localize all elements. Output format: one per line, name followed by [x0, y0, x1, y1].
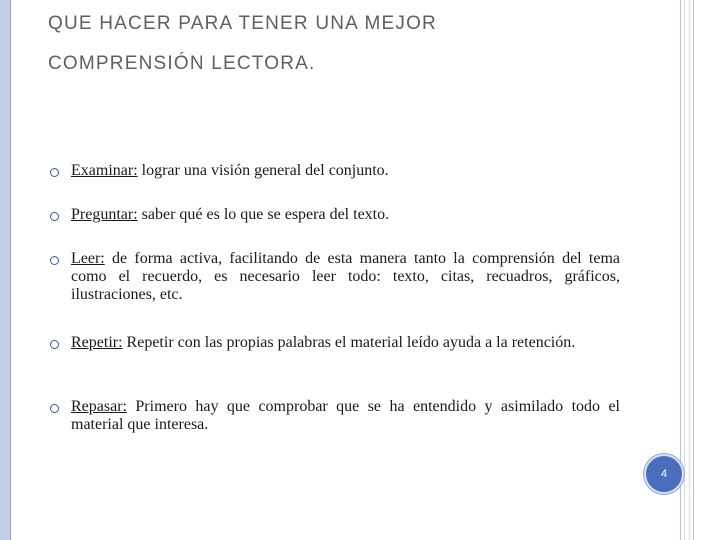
left-decorative-border: [0, 0, 11, 540]
bullet-text: [71, 250, 620, 304]
bullet-description: Repetir con las propias palabras el material leído ayuda a la retención.: [122, 334, 576, 351]
circle-bullet-icon: [50, 404, 59, 413]
bullet-description: lograr una visión general del conjunto.: [137, 162, 389, 179]
bullet-text: [71, 334, 620, 352]
bullet-description: de forma activa, facilitando de esta manera tanto la comprensión del tema como el recuerdo, es necesario leer todo: texto, citas, recuadros, gráficos, ilustraciones, etc.: [71, 250, 620, 303]
page-number: 4: [660, 468, 668, 480]
bullet-item-leer: [50, 250, 620, 304]
bullet-term: Preguntar:: [71, 206, 138, 223]
slide-title-line-1: QUE HACER PARA TENER UNA MEJOR: [48, 13, 437, 34]
bullet-description: Primero hay que comprobar que se ha entendido y asimilado todo el material que interesa.: [71, 398, 620, 433]
bullet-description: saber qué es lo que se espera del texto.: [137, 206, 390, 223]
bullet-term: Examinar:: [71, 162, 138, 179]
bullet-term: Repetir:: [71, 334, 123, 351]
circle-bullet-icon: [50, 168, 59, 177]
bullet-item-preguntar: [50, 206, 620, 224]
bullet-item-repetir: [50, 334, 620, 352]
circle-bullet-icon: [50, 256, 59, 265]
slide-title: [48, 4, 648, 84]
bullet-item-repasar: [50, 398, 620, 434]
bullet-term: Leer:: [71, 250, 105, 267]
right-decorative-frame-inner: [684, 0, 690, 540]
circle-bullet-icon: [50, 340, 59, 349]
bullet-text: [71, 206, 620, 224]
circle-bullet-icon: [50, 212, 59, 221]
page-number-badge: [644, 454, 684, 494]
slide-title-line-2: COMPRENSIÓN LECTORA.: [48, 53, 316, 74]
bullet-text: [71, 162, 620, 180]
bullet-term: Repasar:: [71, 398, 127, 415]
bullet-item-examinar: [50, 162, 620, 180]
bullet-text: [71, 398, 620, 434]
